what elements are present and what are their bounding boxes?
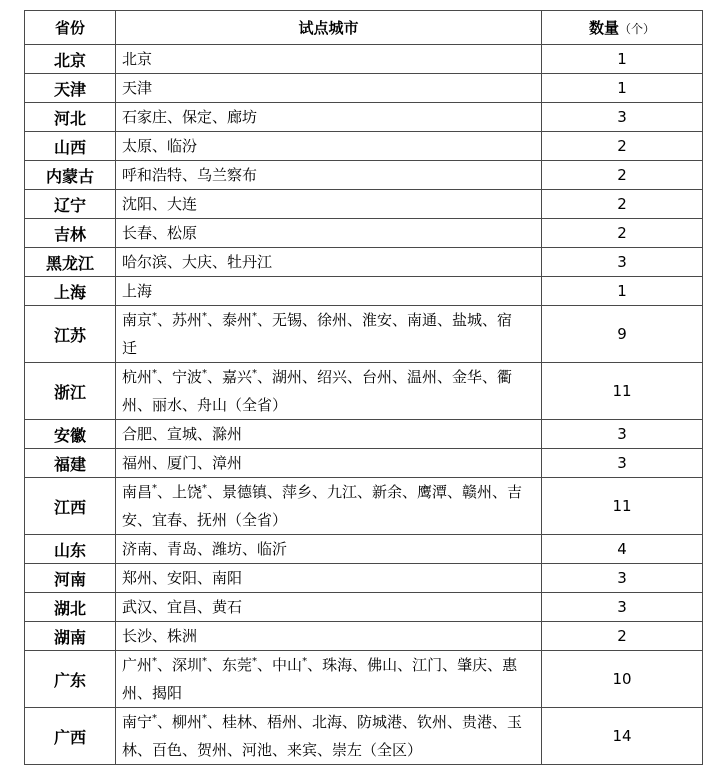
cities-cell: 长沙、株洲 xyxy=(116,622,542,651)
province-cell: 江西 xyxy=(25,478,116,535)
count-cell: 2 xyxy=(542,622,703,651)
count-cell: 2 xyxy=(542,190,703,219)
count-cell: 3 xyxy=(542,420,703,449)
cities-cell: 合肥、宣城、滁州 xyxy=(116,420,542,449)
table-row xyxy=(25,103,703,132)
count-cell: 10 xyxy=(542,651,703,708)
table-row xyxy=(25,248,703,277)
cities-cell: 天津 xyxy=(116,74,542,103)
table-row xyxy=(25,306,703,363)
count-cell: 1 xyxy=(542,45,703,74)
count-cell: 2 xyxy=(542,161,703,190)
count-cell: 4 xyxy=(542,535,703,564)
cities-cell: 石家庄、保定、廊坊 xyxy=(116,103,542,132)
province-cell: 广东 xyxy=(25,651,116,708)
table-row xyxy=(25,564,703,593)
cities-cell: 济南、青岛、潍坊、临沂 xyxy=(116,535,542,564)
header-count-unit: （个） xyxy=(619,22,656,36)
province-cell: 福建 xyxy=(25,449,116,478)
count-cell: 3 xyxy=(542,248,703,277)
count-cell: 9 xyxy=(542,306,703,363)
table-row xyxy=(25,535,703,564)
table-row xyxy=(25,478,703,535)
table-row xyxy=(25,277,703,306)
count-cell: 14 xyxy=(542,708,703,765)
count-cell: 1 xyxy=(542,74,703,103)
province-cell: 江苏 xyxy=(25,306,116,363)
table-row xyxy=(25,161,703,190)
count-cell: 2 xyxy=(542,132,703,161)
table-row xyxy=(25,363,703,420)
header-count xyxy=(542,11,703,45)
province-cell: 北京 xyxy=(25,45,116,74)
count-cell: 11 xyxy=(542,478,703,535)
cities-cell: 南京*、苏州*、泰州*、无锡、徐州、淮安、南通、盐城、宿迁 xyxy=(116,306,542,363)
table-row xyxy=(25,651,703,708)
province-cell: 辽宁 xyxy=(25,190,116,219)
table-row xyxy=(25,708,703,765)
cities-cell: 北京 xyxy=(116,45,542,74)
pilot-cities-table xyxy=(24,10,703,765)
province-cell: 上海 xyxy=(25,277,116,306)
header-count-label: 数量 xyxy=(588,19,619,37)
province-cell: 吉林 xyxy=(25,219,116,248)
cities-cell: 太原、临汾 xyxy=(116,132,542,161)
count-cell: 3 xyxy=(542,103,703,132)
province-cell: 浙江 xyxy=(25,363,116,420)
count-cell: 2 xyxy=(542,219,703,248)
cities-cell: 南宁*、柳州*、桂林、梧州、北海、防城港、钦州、贵港、玉林、百色、贺州、河池、来宾、崇左（全区） xyxy=(116,708,542,765)
header-province: 省份 xyxy=(25,11,116,45)
table-row xyxy=(25,593,703,622)
province-cell: 湖北 xyxy=(25,593,116,622)
cities-cell: 武汉、宜昌、黄石 xyxy=(116,593,542,622)
province-cell: 内蒙古 xyxy=(25,161,116,190)
cities-cell: 长春、松原 xyxy=(116,219,542,248)
count-cell: 11 xyxy=(542,363,703,420)
province-cell: 山东 xyxy=(25,535,116,564)
count-cell: 3 xyxy=(542,564,703,593)
header-cities: 试点城市 xyxy=(116,11,542,45)
count-cell: 1 xyxy=(542,277,703,306)
province-cell: 天津 xyxy=(25,74,116,103)
cities-cell: 郑州、安阳、南阳 xyxy=(116,564,542,593)
table-row xyxy=(25,45,703,74)
count-cell: 3 xyxy=(542,593,703,622)
province-cell: 安徽 xyxy=(25,420,116,449)
cities-cell: 杭州*、宁波*、嘉兴*、湖州、绍兴、台州、温州、金华、衢州、丽水、舟山（全省） xyxy=(116,363,542,420)
table-row xyxy=(25,420,703,449)
province-cell: 河南 xyxy=(25,564,116,593)
cities-cell: 福州、厦门、漳州 xyxy=(116,449,542,478)
table-row xyxy=(25,449,703,478)
cities-cell: 南昌*、上饶*、景德镇、萍乡、九江、新余、鹰潭、赣州、吉安、宜春、抚州（全省） xyxy=(116,478,542,535)
table-row xyxy=(25,190,703,219)
province-cell: 河北 xyxy=(25,103,116,132)
province-cell: 黑龙江 xyxy=(25,248,116,277)
cities-cell: 广州*、深圳*、东莞*、中山*、珠海、佛山、江门、肇庆、惠州、揭阳 xyxy=(116,651,542,708)
count-cell: 3 xyxy=(542,449,703,478)
table-row xyxy=(25,219,703,248)
province-cell: 广西 xyxy=(25,708,116,765)
cities-cell: 呼和浩特、乌兰察布 xyxy=(116,161,542,190)
table-row xyxy=(25,622,703,651)
header-row xyxy=(25,11,703,45)
table-row xyxy=(25,74,703,103)
cities-cell: 哈尔滨、大庆、牡丹江 xyxy=(116,248,542,277)
province-cell: 湖南 xyxy=(25,622,116,651)
table-row xyxy=(25,132,703,161)
cities-cell: 上海 xyxy=(116,277,542,306)
cities-cell: 沈阳、大连 xyxy=(116,190,542,219)
province-cell: 山西 xyxy=(25,132,116,161)
